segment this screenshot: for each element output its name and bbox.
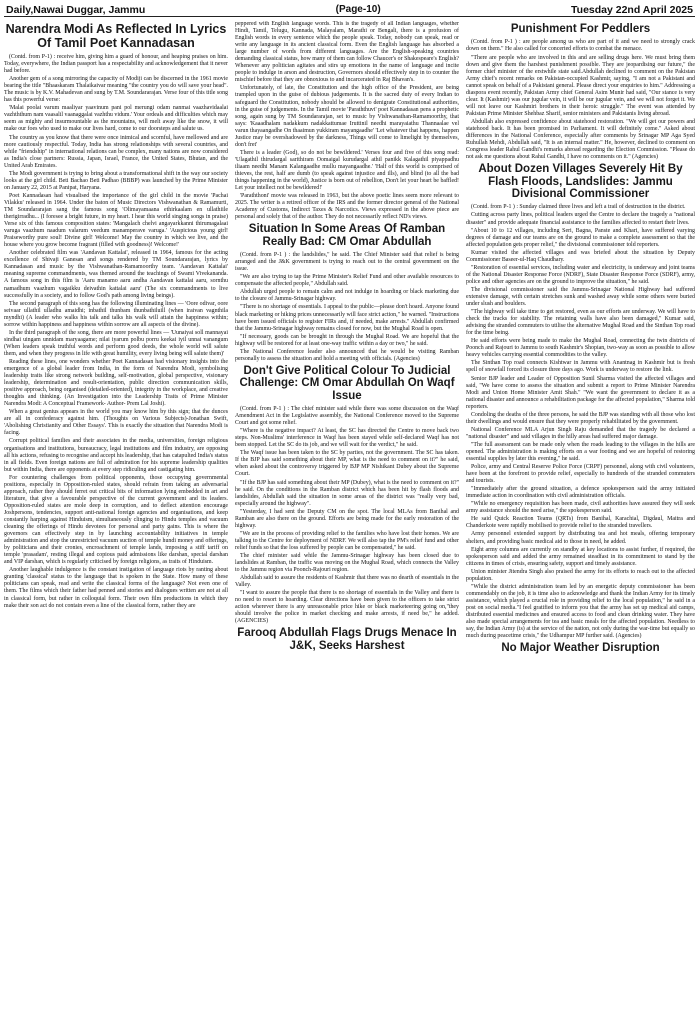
article-paragraph: In the third paragraph of the song, there are more powerful lines — 'Uunaiyai soll mannayai sindhai uingam unnidam maryaagame; nilai iyarum polbu porru keekai iyil unnai vanangum (When leaders speak truthful words and perform good deeds, the whole world will salute them, and when they progress in life with great humility, every living being will salute them)'	[4, 329, 228, 357]
article-paragraph: "Yesterday, I had sent the Deputy CM on the spot. The local MLAs from Banihal and Ramban are also there on the ground. Efforts are being made for the early restoration of the highway.	[235, 508, 459, 529]
article-paragraph: "We are in the process of providing relief to the families who have lost their homes. We are talking to the Centre for deployment of NDRF. We will also tap the PM's relief fund and other relief funds so that the loss suffered by people can be compensated," he said.	[235, 530, 459, 551]
article-paragraph: "Immediately after the ground situation, a defence spokesperson said the army initiated immediate action in coordination with civil administration officials.	[466, 486, 695, 500]
headline: Punishment For Peddlers	[510, 23, 651, 35]
headline: Farooq Abdullah Flags Drugs Menace In J&K, Seeks Harshest	[237, 627, 457, 652]
headline: No Major Weather Disruption	[501, 642, 660, 655]
headline: Don't Give Political Colour To Judicial Challenge: CM Omar Abdullah On Waqf Issue	[239, 364, 455, 402]
article-paragraph: The country as you know that there were once inimical and scornful, have mellowed and are more cautiously respectful. Today, India has strong relationships with several countries, and while "friendship" in international relations can be complex, many nations are now considered as India's close partners: Russia, Japan, Israel, France, the United States, Bhutan, and the United Arab Emirates.	[4, 134, 228, 169]
article-paragraph: The chief minister said while the Jammu-Srinagar highway has been closed due to landslides at Ramban, the traffic was moving on the Mughal Road, which connects the Valley to the Jammu region via Poonch-Rajouri region.	[235, 552, 459, 574]
article-paragraph: Abdullah also expressed confidence about statehood restoration. "We will get our powers and statehood back. It has been promised in Parliament. It will definitely come." Asked about differences in the National Conference, especially after comments by Srinagar MP Aga Syed Ruhullah Mehdi, Abdullah said, "It is an internal matter." He, however, declined to comment on Congress leader Rahul Gandhi's remarks abroad regarding the Election Commission. "Please do not ask me questions about Rahul Gandhi, I have no comments on it." (Agencies)	[466, 118, 695, 161]
article-paragraph: Corrupt political families and their associates in the media, universities, foreign religious organisations and institutions, bureaucracy, legal institutions and film industry, are opposing all his actions, refusing to recognise and accept his leadership, that has catapulted India's status in all fields. Even foreign nations are full of admiration for his supreme leadership qualities but within India, there are opponents at every step ridiculing and castigating him.	[4, 438, 228, 473]
article-paragraph: Senior BJP leader and Leader of Opposition Sunil Sharma visited the affected villages and said, "We have come to assess the situation and submit a report to Prime Minister Narendra Modi and Union Home Minister Amit Shah." "We want the government to declare it as a national disaster and announce a rehabilitation package for the affected population," Sharma told reporters.	[466, 375, 695, 410]
article-paragraph: There is a leader (God), so do not be bewildered.' Verses four and five of this song read: 'Ulagathil thirudargal sarithiram Oomaigal kurudargal athil panikk Kalagathil piyappadhu iliaam needhi Manam Kalangaadhe mullu mayangaadhe.' 'Half of this world is comprised of thieves, the rest, half are dumb (to speak against injustice and ills), and blind (to all the bad things happening in the world), Justice is born out of rebellion, Don't let your heart be baffled! Let your intellect not be bewildered!'	[235, 149, 459, 192]
article-paragraph: Abdullah said to assure the residents of Kashmir that there was no dearth of essentials in the Valley.	[235, 575, 459, 589]
article-paragraph: Abdullah urged people to remain calm and not indulge in hoarding or black marketing due to the closure of Jammu-Srinagar highway.	[235, 289, 459, 303]
article-paragraph: The divisional commissioner said the Jammu-Srinagar National Highway had suffered extensive damage, with certain stretches sunk and washed away while some others were buried under slush and boulders.	[466, 286, 695, 308]
article-paragraph: "There is no shortage of essentials. I appeal to the public—please don't hoard. Anyone found black marketing or hiking prices unnecessarily will face strict action," he warned. "Instructions have been issued officials to register FIRs and, if needed, make arrests." Abdullah confirmed that the Jammu-Srinagar highway remains closed for now, but the Mughal Road is open.	[235, 304, 459, 332]
article-paragraph: Another laughable indulgence is the constant instigation of language riots by ranting about granting 'classical' status to the language that is spoken in the State. How many of these politicians can speak, read and write the classical forms of the language? Not even one of them. The films which their father had penned and stories and dialogues written are not at all in classical form, but rather in colloquial form. Their own film productions in which they make their son act do not contain even a line of the classical form, rather they are	[4, 567, 228, 609]
article-paragraph: "There are people who are involved in this and are selling drugs here. We must bring them down and give them the harshest punishment possible. They are jeopardising our future," the former chief minister of the erstwhile state said.Abdullah declined to comment on the Pakistan Army chief's recent remarks on Pakistan-occupied Kashmir, saying, "I am not a Pakistani and cannot speak on behalf of a Pakistani general. Please direct your enquiries to him." Addressing a diaspora event recently, Pakistan Army chief General Asim Munir had said, "Our stance is very clear. It (Kashmir) was our jugular vein, it will be our jugular vein, and we will not forget it. We will not leave our Kashmiri brothers in their heroic struggle." The event was attended by Pakistan Prime Minister Shehbaz Sharif, senior ministers and Pakistanis living abroad.	[466, 54, 695, 117]
article-paragraph: Poet Kannadasan had visualised the importance of the girl child in the movie 'Pachai Vilakku' released in 1964. Under the baton of Music Directors Vishwanathan & Ramamurti, TM Soundararajan sang the famous song 'Olimayamaana ethirkaalam en ullathiile therigirradhu... (I foresee a bright future, in my heart. I hear this world singing songs in praise) Verse six of this famous composition states: 'Mangalach chelvi angayarkkanni thirumagalaai varuga vaazhum naadum valarum veedum manamperave varuga.' 'Auspicious young girl! Praiseworthy pure soul! Divine girl! Welcome! May the country in which we live, and the house where you grow become fragrant (filled with goodness)! Welcome!'	[4, 192, 228, 249]
article-paragraph: He said efforts were being made to make the Mughal Road, connecting the twin districts of Poonch and Rajouri to Jammu to south Kashmir's Shopian, two-way as soon as possible to allow heavy vehicles carrying essential commodities to the valley.	[466, 338, 695, 359]
headline: Narendra Modi As Reflected In Lyrics Of Tamil Poet Kannadasan	[5, 22, 227, 50]
article-paragraph: (Contd. from P-1 ) : the landslides," he said. The Chief Minister said that relief is being arranged and the J&K government is trying to reach out to the central government on the issue.	[235, 252, 459, 273]
article-paragraph: "The highway will take time to get restored, even as our efforts are underway. We will have to check the tracks for stability. The retaining walls have also been damaged," Kumar said, advising the stranded commuters to utilise the alternative Mughal Road and the Sinthan Top road for the time being.	[466, 309, 695, 337]
headline: Situation In Some Areas Of Ramban Really Bad: CM Omar Abdullah	[248, 223, 446, 248]
article-paragraph: "While no emergency requisition has been made, civil authorities have assured they will seek army assistance should the need arise," the spokesperson said.	[466, 501, 695, 515]
article-paragraph: peppered with English language words. This is the tragedy of all Indian languages, whether Hindi, Tamil, Telugu, Kannada, Malayalam, Marathi or Bengali, there is a profusion of English words in every sentence which the people speak. Today, nobody can speak, read or write any language in its ancient classical form. Even the English language has absorbed a large number of words from different languages. Are the English-speaking countries demanding classical status, how many of them can follow Chaucer's or Shakespeare's English? Whenever any politician agitates and stirs up emotions in the name of language and incite people to indulge in arson and destruction, Governors should effectively step in to counter the mischief before that they are obnoxious to and incarcerated in Raj Bhavan's.	[235, 21, 459, 84]
column-1	[4, 21, 228, 1022]
article-paragraph: The second paragraph of this song has the following illuminating lines — 'Oore odivar, oore seivaar ullathil ulladhu amaidhi; inbathil thunbam thunbathiluill (when iraivan vagnthila myndhi) (A leader who walks his talk and talks his walk will attain the happiness within; sorrow within happiness and happiness within sorrow are all aspects of the divine).	[4, 300, 228, 328]
article-paragraph: Another celebrated film was 'Aandavan Kattalai', released in 1964, famous for the acting excellence of Shivaji Ganesan and songs rendered by TM Soundararajan, lyrics by Kannadasan and music by the Vishwanathan-Ramamoorthy team. 'Aandavan Kattalai' meaning supreme commandments, was themed around the teachings of Swami Vivekananda. A famous song in this film is 'Aaru manamo aaru andha Aandavan kattalai aaru, sornthu namadhum vaazhum vagaikku deivathin kattalai aaru' (The six commandments to live successfully in a society, and to follow God's path among living beings).	[4, 250, 228, 299]
article-paragraph: He said Quick Reaction Teams (QRTs) from Banihal, Karachial, Digdaul, Maitra and Chanderkote were rapidly mobilised to provide relief to the stranded travellers.	[466, 516, 695, 530]
paper-name: Daily,Nawai Duggar, Jammu	[6, 3, 146, 16]
article-paragraph: (Contd. from P-1) : receive him, giving him a guard of honour, and heaping praises on him. Today, everywhere, the Indian passport has a respectability and acknowledgement that it never had before.	[4, 54, 228, 75]
article-paragraph: The Sinthan Top road connects Kishtwar in Jammu with Anantnag in Kashmir but is fresh spell of snowfall forced its closure three days ago. Work is underway to restore the link.	[466, 360, 695, 374]
article-paragraph: "We are also trying to tap the Prime Minister's Relief Fund and other available resources to compensate the affected people," Abdullah said.	[235, 274, 459, 288]
article-paragraph: "While the district administration team led by an energetic deputy commissioner has been commendably on the job, it is time also to acknowledge and thank the Indian Army for its timely assistance, which played a crucial role in providing relief to the local population," he said in a post on social media."I feel gratified to inform you that the army has set up medical aid camps, distributed essential medicines and ensured access to food and clean drinking water. They have also made special arrangements for tea and basic meals for the affected population. Needless to say, the Indian Army (is) at the service of the nation, not only during the war-time but equally so much during peacetime crisis," the Udhampur MP further said. (Agencies)	[466, 583, 695, 640]
masthead	[4, 3, 695, 17]
article-paragraph: Unfortunately, of late, the Constitution and the high office of the President, are being trampled upon in the guise of dubious judgements. It is the sacred duty of every Indian to safeguard the Constitution, nobody should be allowed to denigrate Constitutional authorities, in the guise of judgements. In the Tamil movie 'Paraththuvi' poet Kannadasan pens a prophetic song, again sung by TM Soundararajan, set to music by Vishwanathan-Ramamoorthy, that says: 'Kaaadhalam nadakkum nadakkattumae Iruttinil needhi marayaiathu Thannaalae vel varun thayaangadhe On thaaimun yukkiram mayangaadhe' 'Let whatever that happens, happen Justice may be overshadowed by the darkness, Things will come to limelight by themselves, don't fret'	[235, 85, 459, 148]
article-paragraph: Eight army columns are currently on standby at key locations to assist further, if required, the spokesperson said and added the army remained steadfast in its commitment to stand by the citizens in times of crisis, ensuring safety, support and timely assistance.	[466, 546, 695, 567]
article-paragraph: For countering challenges from political opponents, those occupying governmental positions, especially in Opposition-ruled states, should refrain from taking an adversarial approach, rather they should ferret out critical bits of information lying embedded in art and literature, that give a favourable perspective of the current government and its leaders. Opposition-ruled states are mole deep in corruption, and to deflect attention encourage Joshpersons, tendencies, support anti-national foreign agencies and organisations, and keep constantly harping against Hinduism, simultaneously clinging to Hindu temples and vacuum cleaning the offerings of Hindu devotees for personal and party gains. This is where the governors can effectively step in by launching accountability initiatives in temple administration and stop the unrestricted vacuum suction of temple hundi money and offerings, by politicians and their cronies, encroachment of temple lands, imposing a stiff tariff on temple 'prasadam', resting illegal and copious paid admissions like darshan, special darshan and VIP darshan, which is regularly criticised by foreign religions, as traits of Hinduism.	[4, 474, 228, 566]
column-2	[235, 21, 459, 1022]
article-paragraph: Cutting across party lines, political leaders urged the Centre to declare the tragedy a "national disaster" and provide adequate financial assistance to the families affected to restart their lives.	[466, 212, 695, 226]
issue-date: Tuesday 22nd April 2025	[571, 3, 693, 16]
article-paragraph: Reading these lines, one wonders whether Poet Kannadasan had visionary insights into the emergence of a global leader from India, in the form of Narendra Modi, symbolising leadership traits like strong network building, self-motivation, global perspective, visionary leadership, determination and result-orientation, public direction communication skills, positive approach, being organised (detailed-oriented), integrity in the workplace, and creative thoughts and thinking. (An Investigation into the Leadership Traits of Prime Minister Narendra Modi: A Conceptual Framework- Author- Prem Lal Joshi).	[4, 358, 228, 408]
article-paragraph: 'Paraththoni' movie was released in 1963, but the above poetic lines seem more relevant to 2025. The writer is a retired officer of the IRS and the former director general of the National Academy of Customs, Indirect Taxes & Narcotics. Views expressed in the above piece are personal and solely that of the author. They do not necessarily reflect ND's views.	[235, 193, 459, 221]
article-paragraph: "About 10 to 12 villages, including Seri, Bagna, Panste and Khari, have suffered varying degrees of damage and our teams are on the ground to make a complete assessment so that the affected population gets proper relief," the divisional commissioner told reporters.	[466, 227, 695, 248]
article-paragraph: 'Malai poolai varum maaliyar yaavinum pani pol merungi odam nanmai vaazhavidaalai vazhththum nam vaasalil vaanaggalai vazhthu vidum.' Your ordeals and difficulties which may seem as mighty and insurmountable as the mountains, will melt away like the snow, it will make our foes who used to make our lives hard, come to our doorsteps and salute us.	[4, 105, 228, 133]
article-paragraph: The Waqf issue has been taken to the SC by parties, not the government. The SC has taken. If the BJP has said something about their MP, what is the need to comment on it?" he said, when asked about the controversy triggered by BJP MP Nishikant Dubey about the Supreme Court.	[235, 450, 459, 478]
article-paragraph: Police, army and Central Reserve Police Force (CRPF) personnel, along with civil volunteers, have been at the forefront to provide relief, especially to hundreds of the stranded commuters and tourists.	[466, 464, 695, 485]
article-paragraph: When a great genius appears in the world you may know him by this sign; that the dunces are all in confederacy against him. (Thoughts on Various Subjects)-Jonathan Swift, 'Abolishing Christianity and Other Essays'. This is exactly the situation that Narendra Modi is facing.	[4, 409, 228, 437]
article-paragraph: "Where is the negative impact? At least, the SC has directed the Centre to move back two steps. Non-Muslims' interference in Waqf has been stayed while self-declared Waqf has not been stopped. Let the SC do its job, and we will wait for the verdict," he said.	[235, 428, 459, 449]
article-paragraph: The National Conference leader also announced that he would be visiting Ramban personally to assess the situation and hold a meeting with officials. (Agencies)	[235, 348, 459, 362]
article-paragraph: Condoling the deaths of the three persons, he said the BJP was standing with all those who lost their dwellings and would ensure that they were properly rehabilitated by the government.	[466, 411, 695, 425]
article-paragraph: "I want to assure the people that there is no shortage of essentials in the Valley and there is no need to resort to hoarding. Clear directions have been given to the officers to take strict action wherever there is any unreasonable price hike or black marketeering going on,"they should involve the police in market checking and make arrests, if need be," he added. (AGENCIES)	[235, 590, 459, 625]
column-3	[466, 21, 695, 1022]
article-paragraph: "The full assessment can be made only when the roads leading to the villages in the hills are opened. The administration is making efforts on a war footing and we are hopeful of restoring essential supplies by later this evening," he said.	[466, 441, 695, 463]
article-paragraph: Kumar visited the affected villages and was briefed about the situation by Deputy Commissioner Baseer-ul-Haq Chaudhary.	[466, 249, 695, 263]
article-paragraph: The Modi government is trying to bring about a transformational shift in the way our society looks at the girl child. Beti Bachao Beti Padhao (BBBP) was launched by the Prime Minister on January 22, 2015 at Panipat, Haryana.	[4, 170, 228, 191]
article-paragraph: (Contd. from P-1 ) : The chief minister said while there was some discussion on the Waqf Amendment Act in the Legislative assembly, the National Conference moved to the Supreme Court and got some relief.	[235, 406, 459, 427]
article-paragraph: "If the BJP has said something about their MP (Dubey), what is the need to comment on it?" he said. On the conditions in the Ramban district which has been hit by flash floods and landslides, Abdullah said the situation in some areas of the district was "really very bad, especially around the highway".	[235, 479, 459, 507]
article-paragraph: "Restoration of essential services, including water and electricity, is underway and joint teams of the National Disaster Response Force (NDRF), State Disaster Response Force (SDRF), army, police and other agencies are on the ground to improve the situation," he said.	[466, 264, 695, 285]
article-paragraph: Army personnel extended support by distributing tea and hot meals, offering temporary shelters, and providing basic medical aid to those in need, he added.	[466, 531, 695, 545]
article-paragraph: "If necessary, goods can be brought in through the Mughal Road. We are hopeful that the highway will be restored for at least one-way traffic within a day or two," he said.	[235, 333, 459, 347]
article-paragraph: Another gem of a song mirroring the capacity of Modiji can be discerned in the 1961 movie bearing the title "Bhaaskaram Thalaikaivar meaning "the country you do will save your head". The music is by K.V. Mahadevan and sung by T.M. Soundararajan. Verse four of this title song has this powerful verse:	[4, 76, 228, 104]
page-number: (Page-10)	[335, 4, 381, 15]
article-paragraph: (Contd. from P-1 ) : Sunday claimed three lives and left a trail of destruction in the district.	[471, 204, 686, 211]
article-paragraph: Union minister Jitendra Singh also praised the army for its efforts to reach out to the affected population.	[466, 568, 695, 582]
headline: About Dozen Villages Severely Hit By Flash Floods, Landslides: Jammu Divisional Commissioner	[478, 163, 683, 201]
article-paragraph: (Contd. from P-1 ) : are people among us who are part of it and we need to strongly crack down on them." He also called for concerted efforts to combat the menace.	[466, 39, 695, 53]
article-paragraph: National Conference MLA Arjun Singh Raju demanded that the tragedy be declared a "national disaster" and said villages in the hilly areas had suffered major damage.	[466, 426, 695, 440]
